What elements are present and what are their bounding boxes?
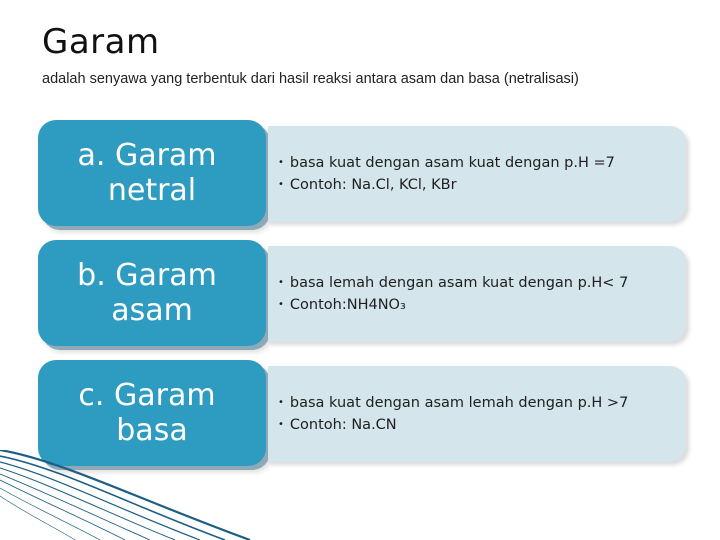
bullet-dot-icon: • bbox=[278, 419, 284, 430]
category-box-asam bbox=[38, 240, 266, 346]
bullet-dot-icon: • bbox=[278, 397, 284, 408]
category-label-line1: c. Garam bbox=[78, 378, 216, 413]
bullet-dot-icon: • bbox=[278, 157, 284, 168]
bullet-text: basa lemah dengan asam kuat dengan p.H< 7 bbox=[289, 275, 629, 291]
page-title: Garam bbox=[42, 22, 160, 62]
bullet-item bbox=[278, 272, 686, 294]
bullet-item bbox=[278, 152, 686, 174]
bullet-text: Contoh: Na.Cl, KCl, KBr bbox=[289, 177, 457, 193]
bullet-item bbox=[278, 392, 686, 414]
bullet-dot-icon: • bbox=[278, 277, 284, 288]
page-subtitle: adalah senyawa yang terbentuk dari hasil reaksi antara asam dan basa (netralisasi) bbox=[42, 71, 579, 87]
bullet-text: Contoh: Na.CN bbox=[289, 417, 397, 433]
category-label-line2: netral bbox=[107, 173, 197, 208]
bullet-item bbox=[278, 294, 686, 316]
decorative-swoosh bbox=[0, 450, 720, 540]
bullet-text: basa kuat dengan asam kuat dengan p.H =7 bbox=[289, 155, 615, 171]
bullet-text: Contoh:NH4NO₃ bbox=[289, 297, 406, 313]
bullet-text: basa kuat dengan asam lemah dengan p.H >7 bbox=[289, 395, 629, 411]
bullet-item bbox=[278, 174, 686, 196]
description-box-asam bbox=[268, 246, 686, 342]
category-label-line1: a. Garam bbox=[77, 138, 217, 173]
description-box-netral bbox=[268, 126, 686, 222]
category-label-line1: b. Garam bbox=[77, 258, 217, 293]
category-box-netral bbox=[38, 120, 266, 226]
category-label-line2: basa bbox=[116, 413, 188, 448]
bullet-dot-icon: • bbox=[278, 179, 284, 190]
description-box-basa bbox=[268, 366, 686, 462]
bullet-dot-icon: • bbox=[278, 299, 284, 310]
category-label-line2: asam bbox=[111, 293, 193, 328]
bullet-item bbox=[278, 414, 686, 436]
